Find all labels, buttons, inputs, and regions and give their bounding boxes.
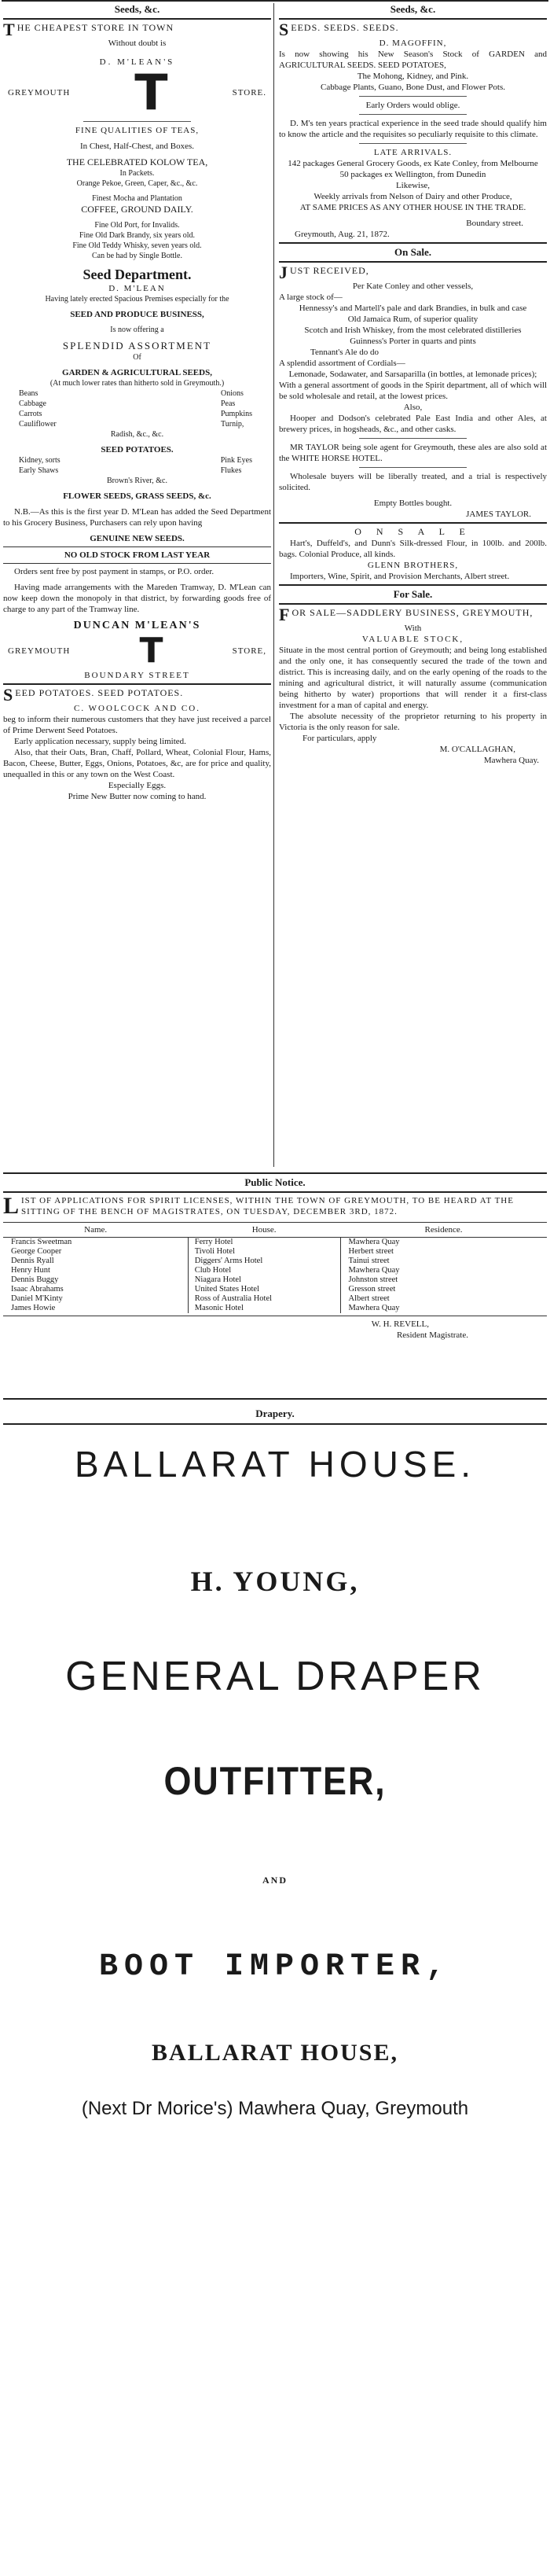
early-application: Early application necessary, supply being limited. [14, 737, 186, 746]
seed-potatoes-title: SEED POTATOES. [101, 445, 174, 454]
prime-butter: Prime New Butter now coming to hand. [68, 792, 207, 801]
with: With [404, 624, 422, 633]
table-row [3, 1238, 547, 1248]
divider [3, 1398, 547, 1400]
weekly-arrivals: Weekly arrivals from Nelson of Dairy and other Produce, [314, 192, 512, 201]
much-lower-rates: (At much lower rates than hitherto sold in Greymouth.) [50, 379, 225, 388]
cordials: A splendid assortment of Cordials— [279, 359, 405, 368]
mawhera-quay: Mawhera Quay. [483, 756, 539, 765]
residence: Herbert street [348, 1247, 394, 1256]
applicant-name: George Cooper [3, 1247, 188, 1257]
store-label: STORE. [232, 88, 266, 98]
drop-cap: J [279, 263, 288, 282]
right-column [279, 3, 547, 766]
applicant-name: Dennis Buggy [3, 1275, 188, 1285]
ocallaghan: M. O'CALLAGHAN, [439, 745, 515, 754]
fine-whisky: Fine Old Teddy Whisky, seven years old. [72, 241, 202, 250]
large-stock: A large stock of— [279, 293, 343, 302]
grocery-packages: 142 packages General Grocery Goods, ex Kate Conley, from Melbourne [288, 159, 538, 168]
veg-item: Peas [220, 399, 236, 408]
finest-mocha: Finest Mocha and Plantation [92, 194, 182, 203]
hotel-name: United States Hotel [188, 1285, 340, 1294]
divider [279, 261, 547, 263]
browns-river: Brown's River, &c. [107, 477, 167, 485]
veg-item: Pumpkins [220, 410, 252, 418]
divider [359, 96, 466, 97]
col-header-house: House. [188, 1223, 340, 1238]
hotel-name: Ross of Australia Hotel [188, 1294, 340, 1304]
divider [83, 121, 190, 122]
divider [3, 546, 271, 547]
divider [3, 683, 271, 685]
chest-boxes: In Chest, Half-Chest, and Boxes. [79, 142, 195, 151]
seed-department-title: Seed Department. [82, 267, 192, 282]
without-doubt: Without doubt is [108, 39, 167, 48]
hotel-name: Diggers' Arms Hotel [188, 1257, 340, 1266]
divider [359, 467, 466, 468]
applicant-name: Francis Sweetman [3, 1238, 188, 1248]
veg-item: Turnip, [220, 420, 244, 429]
top-rule [2, 0, 548, 2]
taylor-agent: MR TAYLOR being sole agent for Greymouth, these ales are also sold at the WHITE HORSE HOTEL. [279, 443, 547, 463]
applicant-name: Daniel M'Kinty [3, 1294, 188, 1304]
veg-item: Onions [220, 389, 244, 398]
hooper-dodson: Hooper and Dodson's celebrated Pale East India and other Ales, at brewery prices, in hogsheads, &c., and other casks. [279, 414, 547, 434]
section-header-drapery: Drapery. [255, 1408, 295, 1419]
single-bottle: Can be had by Single Bottle. [92, 252, 182, 260]
empty-bottles: Empty Bottles bought. [373, 499, 453, 508]
scotch-irish: Scotch and Irish Whiskey, from the most celebrated distilleries [304, 326, 522, 335]
drop-cap: S [279, 20, 290, 39]
divider [359, 438, 466, 439]
divider [279, 584, 547, 586]
radish: Radish, &c., &c. [110, 430, 164, 439]
cabbage-plants: Cabbage Plants, Guano, Bone Dust, and Flower Pots. [321, 83, 505, 92]
divider [3, 563, 271, 564]
guinness: Guinness's Porter in quarts and pints [350, 337, 476, 346]
fine-brandy: Fine Old Dark Brandy, six years old. [79, 231, 196, 240]
hotel-name: Tivoli Hotel [188, 1247, 340, 1257]
absolute-necessity: The absolute necessity of the proprietor returning to his property in Victoria is the only reason for sale. [279, 712, 547, 732]
drop-cap: T [3, 20, 16, 39]
mareden-tramway: Having made arrangements with the Mareden Tramway, D. M'Lean can now keep down the monopoly in that district, by forwarding goods free of charge to any part of the Tramway line. [3, 583, 271, 614]
seed-potatoes-headline: SEED POTATOES. SEED POTATOES. [3, 685, 184, 705]
t-logo: T [134, 64, 168, 121]
now-offering: Is now offering a [110, 326, 164, 334]
genuine-new-seeds: GENUINE NEW SEEDS. [90, 534, 185, 543]
potato-item: Flukes [220, 466, 242, 475]
tennant: Tennant's Ale do do [310, 348, 380, 357]
late-arrivals: LATE ARRIVALS. [373, 148, 453, 157]
likewise: Likewise, [395, 181, 431, 190]
greymouth-label: GREYMOUTH [8, 646, 71, 656]
orange-pekoe: Orange Pekoe, Green, Caper, &c., &c. [76, 179, 198, 188]
no-old-stock: NO OLD STOCK FROM LAST YEAR [64, 550, 211, 560]
saddlery-headline: FOR SALE—SADDLERY BUSINESS, GREYMOUTH, [279, 605, 534, 624]
t-logo: T [139, 631, 163, 671]
nb-notice: N.B.—As this is the first year D. M'Lean has added the Seed Department to his Grocery Business, Purchasers can rely upon having [3, 507, 271, 528]
d-mlean: D. M'LEAN [108, 284, 166, 293]
mohong: The Mohong, Kidney, and Pink. [357, 72, 469, 81]
lemonade: Lemonade, Sodawater, and Sarsaparilla (in bottles, at lemonade prices); [288, 370, 537, 379]
divider [3, 1423, 547, 1425]
table-row [3, 1257, 547, 1266]
resident-magistrate: Resident Magistrate. [396, 1330, 468, 1340]
hennessy: Hennessy's and Martell's pale and dark Brandies, in bulk and case [299, 304, 527, 313]
boundary-st: Boundary street. [466, 219, 523, 228]
license-list-headline: LIST OF APPLICATIONS FOR SPIRIT LICENSES, WITHIN THE TOWN OF GREYMOUTH, TO BE HEARD AT THE SITTING OF THE BENCH OF MAGISTRATES, ON TUESDAY, DECEMBER 3RD, 1872. [3, 1193, 514, 1219]
packets: In Packets. [119, 169, 155, 178]
cheapest-store-headline: THE CHEAPEST STORE IN TOWN [3, 20, 174, 39]
general-draper: GENERAL DRAPER [65, 1654, 485, 1699]
just-received-headline: JUST RECEIVED, [279, 263, 369, 282]
harts-flour: Hart's, Duffeld's, and Dunn's Silk-dressed Flour, in 100lb. and 200lb. bags. Colonial Produce, all kinds. [279, 539, 547, 559]
especially-eggs: Especially Eggs. [108, 781, 167, 790]
early-orders: Early Orders would oblige. [365, 101, 460, 110]
applicant-name: James Howie [3, 1304, 188, 1313]
veg-item: Cauliflower [19, 420, 57, 429]
divider [359, 143, 466, 144]
divider [279, 242, 547, 244]
applicant-name: Henry Hunt [3, 1266, 188, 1275]
general-assortment: With a general assortment of goods in the Spirit department, all of which will be sold wholesale and retail, at the lowest prices. [279, 381, 547, 401]
lately-erected: Having lately erected Spacious Premises especially for the [45, 295, 229, 304]
fine-port: Fine Old Port, for Invalids. [94, 221, 180, 230]
potato-item: Kidney, sorts [19, 456, 60, 465]
revell: W. H. REVELL, [371, 1319, 429, 1329]
flower-seeds: FLOWER SEEDS, GRASS SEEDS, &c. [63, 491, 211, 501]
table-row [3, 1275, 547, 1285]
t-store-logo [3, 64, 271, 121]
fine-teas: FINE QUALITIES OF TEAS, [75, 126, 200, 135]
veg-item: Beans [19, 389, 38, 398]
residence: Gresson street [348, 1285, 396, 1294]
residence: Mawhera Quay [348, 1266, 400, 1275]
residence: Johnston street [348, 1275, 398, 1284]
kolow-tea: THE CELEBRATED KOLOW TEA, [66, 156, 208, 167]
boot-importer: BOOT IMPORTER, [98, 1949, 452, 1985]
col-header-name: Name. [3, 1223, 188, 1238]
section-header-seeds: Seeds, &c. [390, 3, 436, 15]
divider [279, 603, 547, 605]
drapery-section [0, 1398, 550, 2120]
applicant-name: Dennis Ryall [3, 1257, 188, 1266]
valuable-stock: VALUABLE STOCK, [361, 635, 464, 644]
woolcock-body: beg to inform their numerous customers that they have just received a parcel of Prime Derwent Seed Potatoes. [3, 715, 271, 735]
divider [3, 18, 271, 20]
divider [3, 1172, 547, 1174]
drop-cap: S [3, 685, 14, 705]
divider [3, 1191, 547, 1193]
residence: Mawhera Quay [348, 1238, 400, 1246]
outfitter: OUTFITTER, [163, 1759, 387, 1803]
ballarat-house-title: BALLARAT HOUSE. [74, 1444, 476, 1485]
veg-item: Cabbage [19, 399, 46, 408]
woolcock-name: C. WOOLCOCK AND CO. [74, 704, 200, 713]
drop-cap: F [279, 605, 291, 624]
duncan-mleans: DUNCAN M'LEAN'S [73, 620, 201, 631]
ten-years: D. M's ten years practical experience in the seed trade should qualify him to know the article and the requisites so peculiarly requisite to this climate. [279, 119, 547, 139]
particulars: For particulars, apply [302, 734, 377, 743]
hotel-name: Club Hotel [188, 1266, 340, 1275]
garden-seeds: GARDEN & AGRICULTURAL SEEDS, [62, 368, 212, 377]
potato-list [3, 455, 271, 476]
left-column [3, 3, 271, 802]
vegetable-list [3, 388, 271, 429]
oats-bran: Also, that their Oats, Bran, Chaff, Pollard, Wheat, Colonial Flour, Hams, Bacon, Cheese, Butter, Eggs, Onions, Potatoes, &c, are for price and quality, unequalled in this or any town on the West Coast. [3, 748, 271, 779]
hotel-name: Niagara Hotel [188, 1275, 340, 1285]
section-header-for-sale: For Sale. [393, 588, 433, 600]
james-taylor: JAMES TAYLOR. [466, 510, 531, 519]
magoffin-body: Is now showing his New Season's Stock of GARDEN and AGRICULTURAL SEEDS. SEED POTATOES, [279, 50, 547, 70]
coffee-ground: COFFEE, GROUND DAILY. [81, 204, 193, 215]
table-row [3, 1247, 547, 1257]
public-notice-section [3, 1170, 547, 1341]
h-young: H. YOUNG, [190, 1566, 360, 1597]
t-store-logo-2 [3, 632, 271, 670]
d-mleans: D. M'LEAN'S [99, 57, 175, 67]
divider [279, 522, 547, 524]
situate: Situate in the most central portion of Greymouth; and being long established and the only one, it has consequently secured the trade of the town and district. This is increasing daily, and on the early opening of the roads to the mining and agricultural district, it will naturally assume (communication being hitherto by water) proportions that will render it a first-class investment for a man of capital and energy. [279, 646, 547, 710]
ballarat-house-address: BALLARAT HOUSE, [152, 2040, 398, 2066]
section-header-seeds: Seeds, &c. [114, 3, 160, 15]
drop-cap: L [3, 1193, 20, 1219]
greymouth-date: Greymouth, Aug. 21, 1872. [295, 230, 390, 239]
importers: Importers, Wine, Spirit, and Provision Merchants, Albert street. [290, 572, 510, 581]
of-label: Of [133, 353, 141, 362]
per-kate: Per Kate Conley and other vessels, [352, 282, 474, 291]
wholesale-buyers: Wholesale buyers will be liberally treated, and a trial is respectively solicited. [279, 472, 547, 492]
hotel-name: Ferry Hotel [188, 1238, 340, 1248]
glenn-brothers: GLENN BROTHERS, [367, 561, 459, 570]
jamaica-rum: Old Jamaica Rum, of superior quality [347, 315, 478, 324]
orders-free-post: Orders sent free by post payment in stamps, or P.O. order. [14, 567, 214, 576]
next-dr-morices: (Next Dr Morice's) Mawhera Quay, Greymouth [81, 2098, 469, 2119]
residence: Tainui street [348, 1257, 390, 1265]
boundary-street: BOUNDARY STREET [84, 671, 190, 680]
hotel-name: Masonic Hotel [188, 1304, 340, 1313]
residence: Albert street [348, 1294, 390, 1303]
table-row [3, 1304, 547, 1313]
section-header-on-sale: On Sale. [394, 246, 431, 258]
residence: Mawhera Quay [348, 1304, 400, 1312]
splendid-assortment: SPLENDID ASSORTMENT [62, 340, 212, 351]
same-prices: AT SAME PRICES AS ANY OTHER HOUSE IN THE TRADE. [299, 203, 526, 212]
also: Also, [403, 403, 423, 412]
divider [279, 18, 547, 20]
and-label: AND [262, 1875, 288, 1886]
col-header-residence: Residence. [340, 1223, 547, 1238]
store-label: STORE, [232, 646, 266, 656]
on-sale-headline: O N S A L E [354, 526, 471, 537]
divider [359, 114, 466, 115]
column-divider [273, 3, 274, 1167]
table-row [3, 1294, 547, 1304]
table-row [3, 1266, 547, 1275]
seed-produce-business: SEED AND PRODUCE BUSINESS, [70, 310, 204, 319]
section-header-public-notice: Public Notice. [244, 1176, 306, 1188]
veg-item: Carrots [19, 410, 42, 418]
potato-item: Pink Eyes [220, 456, 252, 465]
wellington-packages: 50 packages ex Wellington, from Dunedin [339, 170, 486, 179]
table-row [3, 1285, 547, 1294]
magoffin: D. MAGOFFIN, [379, 39, 447, 48]
seeds-headline: SEEDS. SEEDS. SEEDS. [279, 20, 399, 39]
applicant-name: Isaac Abrahams [3, 1285, 188, 1294]
potato-item: Early Shaws [19, 466, 59, 475]
license-table [3, 1222, 547, 1313]
greymouth-label: GREYMOUTH [8, 88, 71, 98]
